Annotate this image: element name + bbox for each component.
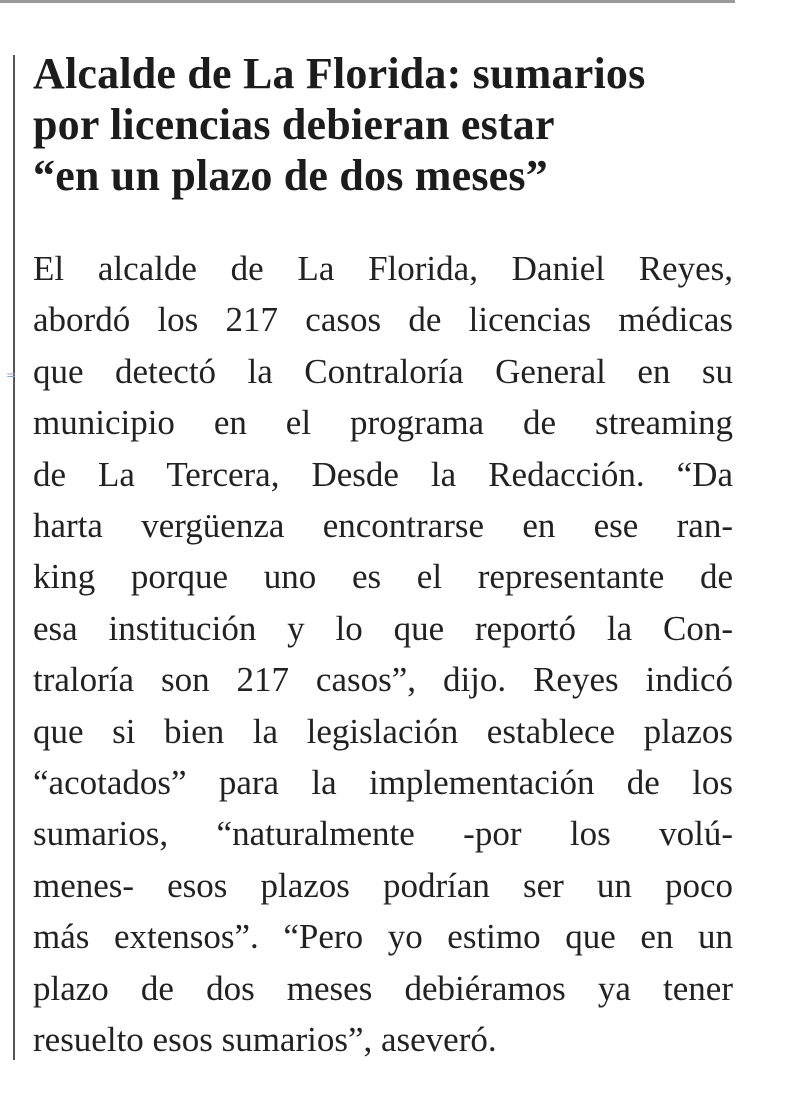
body-line: esa institución y lo que reportó la Con- (33, 608, 733, 648)
headline-line: por licencias debieran estar (33, 100, 555, 149)
top-rule (0, 0, 735, 3)
body-line: sumarios, “naturalmente -por los volú- (33, 814, 733, 854)
article-body (33, 243, 733, 1066)
body-line: harta vergüenza encontrarse en ese ran- (33, 506, 733, 546)
body-line-last: resuelto esos sumarios”, aseveró. (33, 1020, 497, 1060)
body-line: municipio en el programa de streaming (33, 403, 733, 443)
body-line: El alcalde de La Florida, Daniel Reyes, (33, 249, 733, 288)
body-line: de La Tercera, Desde la Redacción. “Da (33, 454, 733, 494)
news-article (33, 48, 733, 1066)
body-line: más extensos”. “Pero yo estimo que en un (33, 917, 733, 957)
body-line: traloría son 217 casos”, dijo. Reyes indicó (33, 660, 733, 700)
body-line: que detectó la Contraloría General en su (33, 351, 733, 391)
headline (33, 48, 733, 201)
headline-line: Alcalde de La Florida: sumarios (33, 49, 646, 98)
body-line: plazo de dos meses debiéramos ya tener (33, 968, 733, 1008)
body-line: abordó los 217 casos de licencias médicas (33, 300, 733, 340)
body-line: menes- esos plazos podrían ser un poco (33, 865, 733, 905)
body-line: king porque uno es el representante de (33, 557, 733, 597)
body-line: “acotados” para la implementación de los (33, 763, 733, 803)
headline-line: “en un plazo de dos meses” (33, 151, 548, 200)
column-rule (13, 55, 15, 1060)
margin-mark-icon: = (6, 368, 17, 382)
body-line: que si bien la legislación establece plazos (33, 711, 733, 751)
